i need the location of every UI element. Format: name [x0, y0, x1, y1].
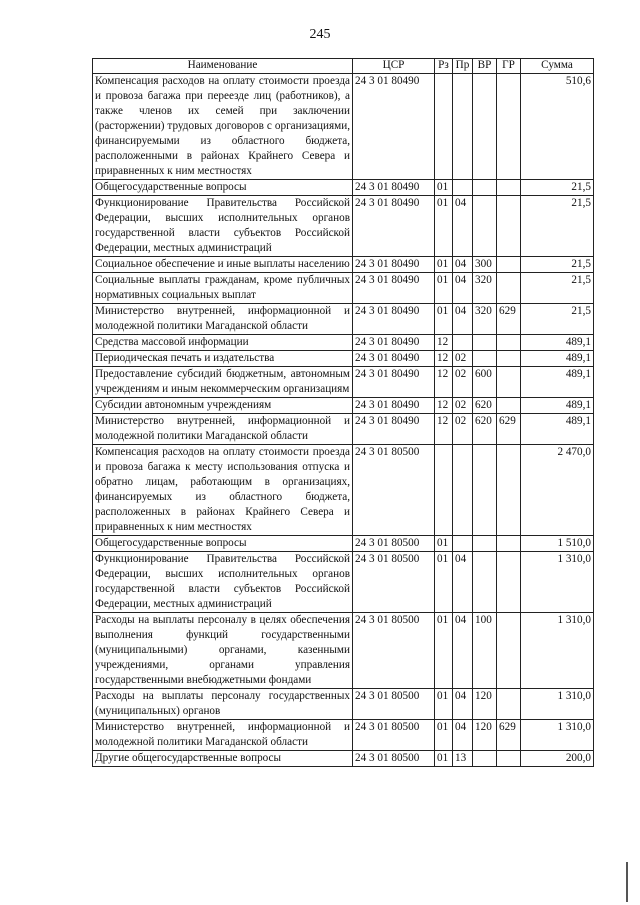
cell-rz: 01 [435, 613, 453, 689]
table-row [93, 536, 594, 552]
cell-csr: 24 3 01 80500 [353, 536, 435, 552]
cell-rz: 01 [435, 273, 453, 304]
table-row [93, 257, 594, 273]
cell-rz: 01 [435, 196, 453, 257]
cell-pr: 04 [453, 196, 473, 257]
cell-rz [435, 445, 453, 536]
cell-vr: 120 [473, 689, 497, 720]
cell-vr [473, 196, 497, 257]
cell-rz: 12 [435, 398, 453, 414]
cell-sum: 21,5 [521, 257, 594, 273]
cell-name: Средства массовой информации [93, 335, 353, 351]
cell-sum: 21,5 [521, 273, 594, 304]
cell-sum: 200,0 [521, 751, 594, 767]
cell-vr [473, 445, 497, 536]
cell-name: Функционирование Правительства Российской Федерации, высших исполнительных органов государственной власти субъектов Российской Федерации, местных администраций [93, 196, 353, 257]
cell-name: Министерство внутренней, информационной и молодежной политики Магаданской области [93, 720, 353, 751]
cell-vr [473, 552, 497, 613]
cell-pr: 04 [453, 257, 473, 273]
cell-pr: 02 [453, 351, 473, 367]
cell-gr [497, 536, 521, 552]
table-row [93, 720, 594, 751]
cell-rz: 01 [435, 552, 453, 613]
cell-pr [453, 445, 473, 536]
table-row [93, 398, 594, 414]
cell-csr: 24 3 01 80490 [353, 398, 435, 414]
cell-name: Расходы на выплаты персоналу государственных (муниципальных) органов [93, 689, 353, 720]
cell-pr: 04 [453, 689, 473, 720]
table-row [93, 689, 594, 720]
table-row [93, 445, 594, 536]
cell-csr: 24 3 01 80500 [353, 552, 435, 613]
cell-gr: 629 [497, 414, 521, 445]
cell-vr: 320 [473, 304, 497, 335]
cell-rz: 01 [435, 689, 453, 720]
table-row [93, 552, 594, 613]
cell-gr: 629 [497, 304, 521, 335]
cell-gr [497, 180, 521, 196]
cell-sum: 489,1 [521, 367, 594, 398]
cell-csr: 24 3 01 80500 [353, 445, 435, 536]
cell-gr [497, 445, 521, 536]
cell-pr: 04 [453, 613, 473, 689]
cell-csr: 24 3 01 80500 [353, 751, 435, 767]
cell-gr [497, 613, 521, 689]
cell-gr [497, 552, 521, 613]
cell-pr: 04 [453, 552, 473, 613]
cell-pr: 04 [453, 720, 473, 751]
cell-gr [497, 367, 521, 398]
cell-pr: 02 [453, 367, 473, 398]
cell-rz: 12 [435, 335, 453, 351]
cell-vr: 620 [473, 414, 497, 445]
cell-csr: 24 3 01 80490 [353, 335, 435, 351]
cell-pr: 04 [453, 304, 473, 335]
header-vr: ВР [473, 59, 497, 74]
cell-vr: 300 [473, 257, 497, 273]
cell-vr [473, 180, 497, 196]
cell-name: Компенсация расходов на оплату стоимости проезда и провоза багажа к месту использования отпуска и обратно лицам, работающим в организациях, финансируемых из областного бюджета, расположенных в районах Крайнего Севера и приравненных к ним местностях [93, 445, 353, 536]
scan-edge-mark [626, 862, 636, 902]
cell-pr: 13 [453, 751, 473, 767]
table-body [93, 74, 594, 767]
header-gr: ГР [497, 59, 521, 74]
cell-vr [473, 751, 497, 767]
cell-pr: 02 [453, 414, 473, 445]
cell-gr [497, 335, 521, 351]
cell-gr [497, 196, 521, 257]
cell-sum: 489,1 [521, 414, 594, 445]
cell-rz [435, 74, 453, 180]
cell-csr: 24 3 01 80500 [353, 720, 435, 751]
cell-rz: 01 [435, 536, 453, 552]
cell-csr: 24 3 01 80490 [353, 351, 435, 367]
cell-rz: 12 [435, 351, 453, 367]
cell-vr [473, 335, 497, 351]
cell-name: Компенсация расходов на оплату стоимости проезда и провоза багажа при переезде лиц (работников), а также членов их семей при заключении (расторжении) трудовых договоров с организациями, финансируемыми из областного бюджета, расположенными в районах Крайнего Севера и приравненных к ним местностях [93, 74, 353, 180]
table-row [93, 351, 594, 367]
cell-name: Министерство внутренней, информационной и молодежной политики Магаданской области [93, 414, 353, 445]
header-rz: Рз [435, 59, 453, 74]
cell-name: Министерство внутренней, информационной и молодежной политики Магаданской области [93, 304, 353, 335]
cell-rz: 01 [435, 257, 453, 273]
cell-vr: 600 [473, 367, 497, 398]
cell-gr [497, 273, 521, 304]
table-row [93, 335, 594, 351]
header-csr: ЦСР [353, 59, 435, 74]
cell-rz: 01 [435, 180, 453, 196]
table-row [93, 367, 594, 398]
header-pr: Пр [453, 59, 473, 74]
cell-gr [497, 398, 521, 414]
cell-pr: 02 [453, 398, 473, 414]
cell-rz: 01 [435, 751, 453, 767]
cell-vr [473, 536, 497, 552]
cell-name: Общегосударственные вопросы [93, 180, 353, 196]
cell-name: Другие общегосударственные вопросы [93, 751, 353, 767]
cell-csr: 24 3 01 80490 [353, 367, 435, 398]
cell-csr: 24 3 01 80490 [353, 74, 435, 180]
cell-vr: 120 [473, 720, 497, 751]
cell-pr [453, 74, 473, 180]
page-number: 245 [309, 27, 331, 42]
cell-csr: 24 3 01 80500 [353, 689, 435, 720]
cell-pr [453, 335, 473, 351]
cell-gr [497, 689, 521, 720]
header-name: Наименование [93, 59, 353, 74]
cell-gr: 629 [497, 720, 521, 751]
cell-vr [473, 351, 497, 367]
header-sum: Сумма [521, 59, 594, 74]
cell-csr: 24 3 01 80490 [353, 196, 435, 257]
table-row [93, 273, 594, 304]
cell-sum: 489,1 [521, 351, 594, 367]
cell-vr [473, 74, 497, 180]
cell-sum: 1 310,0 [521, 552, 594, 613]
cell-csr: 24 3 01 80490 [353, 180, 435, 196]
cell-sum: 510,6 [521, 74, 594, 180]
cell-name: Периодическая печать и издательства [93, 351, 353, 367]
cell-name: Субсидии автономным учреждениям [93, 398, 353, 414]
cell-csr: 24 3 01 80490 [353, 414, 435, 445]
cell-gr [497, 257, 521, 273]
cell-sum: 1 310,0 [521, 613, 594, 689]
cell-rz: 12 [435, 414, 453, 445]
cell-csr: 24 3 01 80490 [353, 257, 435, 273]
cell-pr: 04 [453, 273, 473, 304]
cell-sum: 2 470,0 [521, 445, 594, 536]
cell-name: Общегосударственные вопросы [93, 536, 353, 552]
budget-table [92, 58, 594, 767]
table-row [93, 414, 594, 445]
cell-csr: 24 3 01 80490 [353, 304, 435, 335]
cell-vr: 100 [473, 613, 497, 689]
cell-sum: 21,5 [521, 304, 594, 335]
cell-rz: 12 [435, 367, 453, 398]
cell-gr [497, 74, 521, 180]
cell-vr: 320 [473, 273, 497, 304]
cell-rz: 01 [435, 720, 453, 751]
cell-vr: 620 [473, 398, 497, 414]
cell-name: Расходы на выплаты персоналу в целях обеспечения выполнения функций государственными (муниципальными) органами, казенными учреждениями, органами управления государственными внебюджетными фондами [93, 613, 353, 689]
cell-name: Предоставление субсидий бюджетным, автономным учреждениям и иным некоммерческим организациям [93, 367, 353, 398]
cell-sum: 1 310,0 [521, 689, 594, 720]
cell-sum: 21,5 [521, 180, 594, 196]
table-row [93, 304, 594, 335]
cell-name: Социальное обеспечение и иные выплаты населению [93, 257, 353, 273]
cell-sum: 1 510,0 [521, 536, 594, 552]
table-row [93, 751, 594, 767]
cell-sum: 489,1 [521, 398, 594, 414]
cell-gr [497, 751, 521, 767]
cell-sum: 21,5 [521, 196, 594, 257]
cell-rz: 01 [435, 304, 453, 335]
table-row [93, 180, 594, 196]
cell-pr [453, 536, 473, 552]
cell-gr [497, 351, 521, 367]
table-header-row [93, 59, 594, 74]
cell-csr: 24 3 01 80490 [353, 273, 435, 304]
table-row [93, 196, 594, 257]
cell-sum: 489,1 [521, 335, 594, 351]
table-row [93, 74, 594, 180]
cell-name: Социальные выплаты гражданам, кроме публичных нормативных социальных выплат [93, 273, 353, 304]
cell-csr: 24 3 01 80500 [353, 613, 435, 689]
cell-name: Функционирование Правительства Российской Федерации, высших исполнительных органов государственной власти субъектов Российской Федерации, местных администраций [93, 552, 353, 613]
cell-pr [453, 180, 473, 196]
cell-sum: 1 310,0 [521, 720, 594, 751]
table-row [93, 613, 594, 689]
